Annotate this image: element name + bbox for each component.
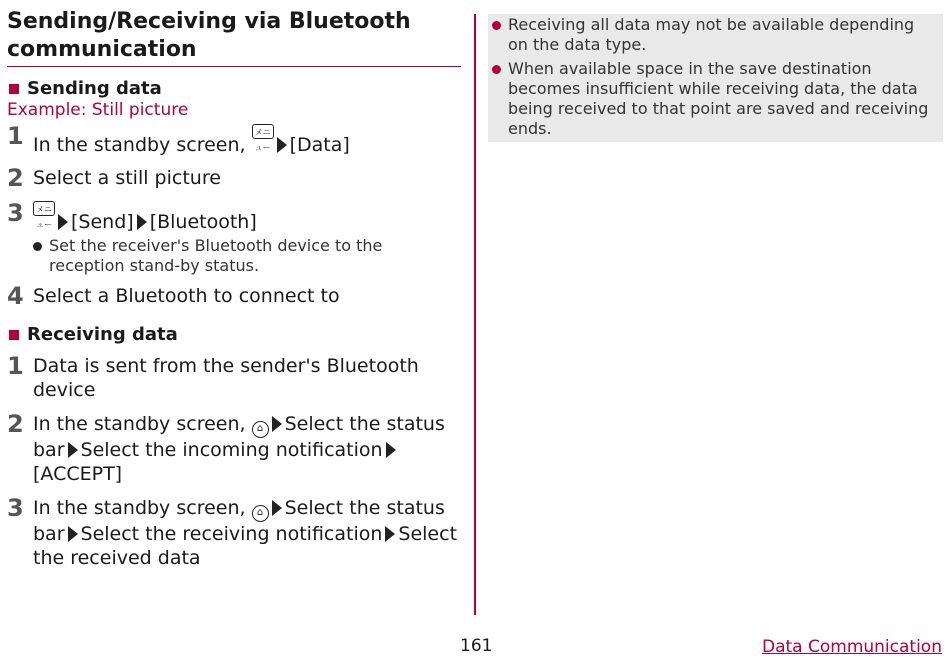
step-text: Select a Bluetooth to connect to: [33, 285, 340, 307]
step-text: Select a still picture: [33, 167, 221, 189]
note-item: [492, 59, 935, 139]
step-text: Select the incoming notification: [80, 439, 383, 461]
step-number: 3: [7, 199, 24, 227]
step-text: Data is sent from the sender's Bluetooth device: [33, 355, 419, 401]
sending-step-1: [7, 122, 461, 157]
step-text: Select the receiving notification: [80, 523, 383, 545]
arrow-right-icon: [137, 214, 147, 230]
receiving-step-1: [7, 352, 461, 402]
sending-example: Example: Still picture: [7, 100, 189, 120]
step-text: [Bluetooth]: [149, 211, 257, 233]
receiving-step-3: [7, 494, 461, 570]
arrow-right-icon: [58, 214, 68, 230]
step-number: 1: [7, 122, 24, 150]
sending-heading-label: Sending data: [27, 78, 162, 99]
step-text: [ACCEPT]: [33, 463, 123, 485]
home-key-icon: ⌂: [252, 421, 269, 438]
arrow-right-icon: [385, 526, 395, 542]
step-number: 2: [7, 410, 24, 438]
menu-key-icon: メニュー: [33, 201, 55, 216]
step-text: In the standby screen,: [33, 497, 246, 519]
note-text: Receiving all data may not be available depending on the data type.: [508, 15, 915, 54]
step-number: 3: [7, 494, 24, 522]
note-text: When available space in the save destination becomes insufficient while receiving data, the data being received to that point are saved and receiving ends.: [508, 59, 929, 138]
bullet-icon: [492, 59, 508, 79]
receiving-step-2: [7, 410, 461, 486]
arrow-right-icon: [272, 500, 282, 516]
bullet-icon: [33, 236, 49, 256]
step-number: 1: [7, 352, 24, 380]
receiving-heading-label: Receiving data: [27, 324, 178, 345]
step-text: In the standby screen,: [33, 134, 246, 156]
step-text: Select the status bar: [33, 497, 445, 545]
step-text: Select the received data: [33, 523, 458, 569]
step-text: [Data]: [289, 134, 350, 156]
bullet-icon: [492, 15, 508, 35]
arrow-right-icon: [386, 442, 396, 458]
arrow-right-icon: [277, 137, 287, 153]
arrow-right-icon: [272, 416, 282, 432]
step-text: Select the status bar: [33, 413, 445, 461]
left-column: [7, 8, 461, 570]
step-note-text: Set the receiver's Bluetooth device to the reception stand-by status.: [49, 236, 383, 275]
arrow-right-icon: [68, 526, 78, 542]
step-text: In the standby screen,: [33, 413, 246, 435]
home-key-icon: ⌂: [252, 505, 269, 522]
step-number: 4: [7, 282, 24, 310]
square-icon: [9, 84, 19, 94]
column-divider: [474, 14, 476, 615]
sending-step-3: [7, 199, 461, 234]
note-item: [492, 15, 935, 55]
receiving-heading: [7, 324, 461, 346]
step-number: 2: [7, 164, 24, 192]
square-icon: [9, 330, 19, 340]
step-note: [33, 236, 461, 276]
arrow-right-icon: [68, 442, 78, 458]
sending-step-4: [7, 282, 461, 310]
page-number: 161: [460, 636, 493, 656]
footer-link-data-communication[interactable]: Data Communication: [762, 637, 942, 657]
step-text: [Send]: [71, 211, 134, 233]
sending-step-2: [7, 164, 461, 192]
menu-key-icon: メニュー: [252, 124, 274, 139]
sending-heading: [7, 78, 461, 100]
notes-box: [488, 14, 943, 142]
page-title: Sending/Receiving via Bluetooth communication: [7, 8, 461, 67]
